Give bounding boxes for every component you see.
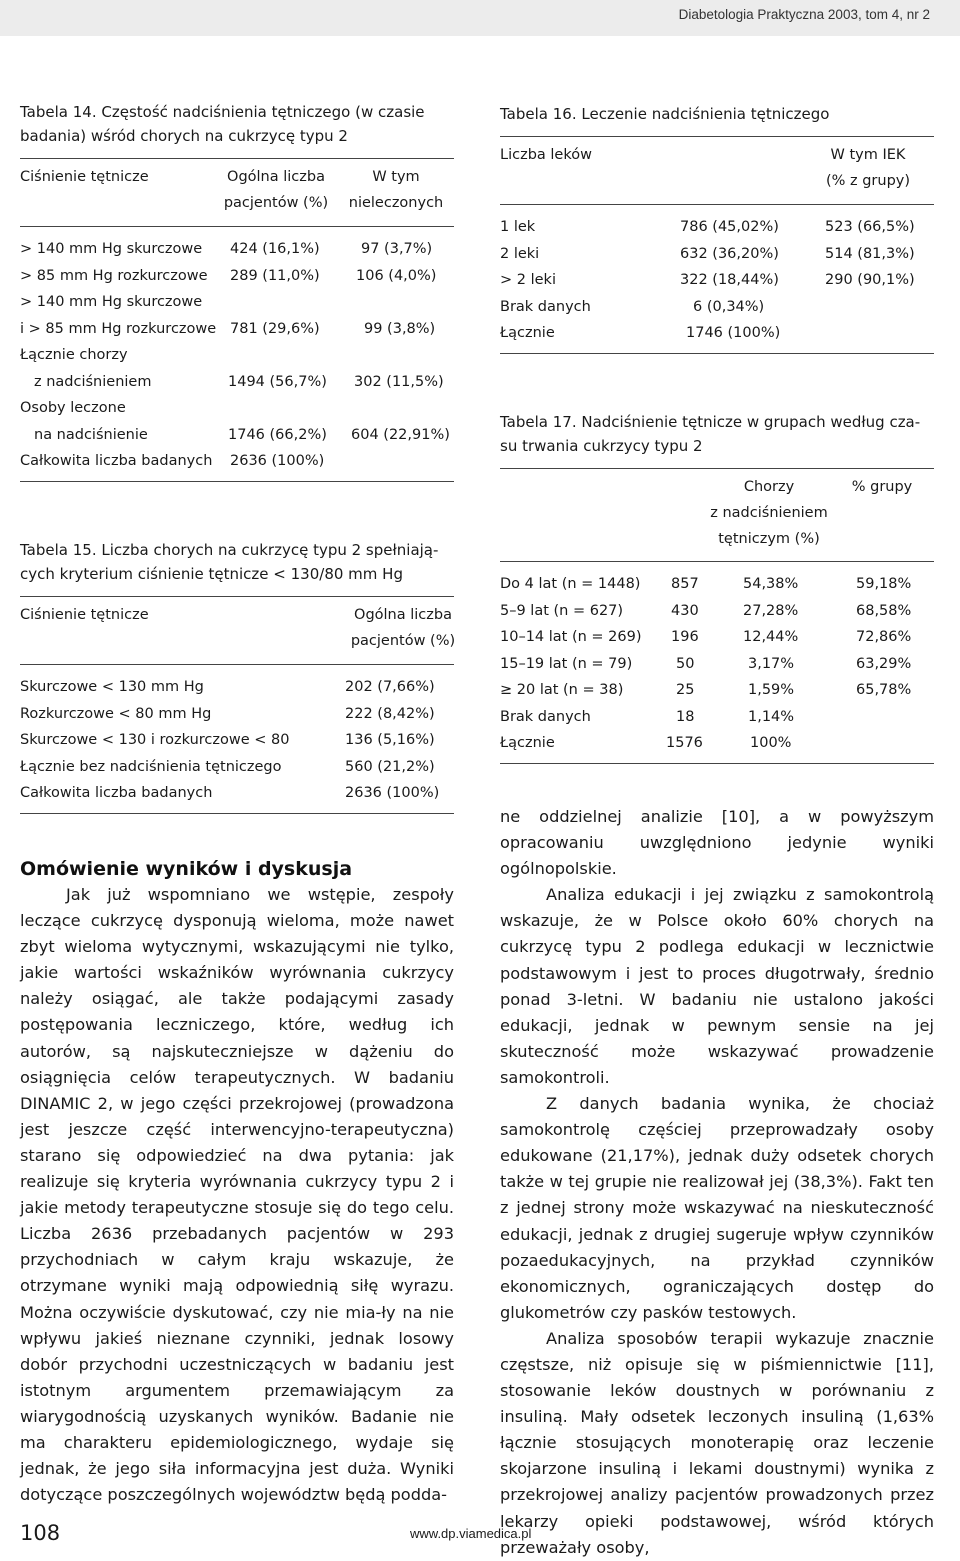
cell: 1746 (66,2%)	[228, 426, 327, 443]
cell: 302 (11,5%)	[354, 373, 444, 390]
table-rule	[20, 813, 454, 814]
cell: 1576	[666, 735, 703, 751]
table-row	[20, 342, 454, 369]
cell: 857	[671, 576, 699, 592]
running-header	[0, 0, 960, 36]
cell: 290 (90,1%)	[825, 272, 915, 288]
table-label: Tabela 14.	[20, 103, 97, 121]
table-15-caption	[20, 538, 454, 586]
cell: 15–19 lat (n = 79)	[500, 655, 633, 672]
column-header: Ogólna liczba	[227, 169, 325, 185]
cell: Łącznie chorzy	[20, 347, 128, 363]
column-header: Ciśnienie tętnicze	[20, 169, 149, 185]
caption-line: cych kryterium ciśnienie tętnicze < 130/80 mm Hg	[20, 565, 403, 583]
table-rule	[500, 763, 934, 764]
cell: 12,44%	[743, 629, 799, 645]
cell: Łącznie bez nadciśnienia tętniczego	[20, 758, 282, 775]
column-header: pacjentów (%)	[350, 633, 456, 649]
paragraph: Analiza edukacji i jej związku z samokontrolą wskazuje, że w Polsce około 60% chorych na cukrzycę typu 2 podlega edukacji w lecznictwie podstawowym i jest to proces długotrwały, średnio ponad 3-letni. W badaniu nie ustalono jakości edukacji, jednak w pewnym sensie na jej skuteczność może wskazywać prowadzenie samokontroli.	[500, 885, 934, 1087]
caption-line: badania) wśród chorych na cukrzycę typu 2	[20, 127, 348, 145]
cell: 136 (5,16%)	[345, 732, 435, 748]
table-row	[20, 701, 454, 728]
discussion-left-column	[20, 882, 454, 1508]
table-16	[500, 102, 934, 354]
cell: Całkowita liczba badanych	[20, 453, 213, 469]
cell: > 140 mm Hg skurczowe	[20, 294, 203, 310]
paragraph: Analiza sposobów terapii wykazuje znacznie częstsze, niż opisuje się w piśmiennictwie [11], stosowanie leków doustnych w porównaniu z insuliną. Mały odsetek leczonych insuliną (1,63% łącznie stosujących monoterapię oraz leczenie skojarzone insuliną i lekami doustnymi) wynika z przekrojowej analizy pacjentów prowadzonych przez lekarzy opieki podstawowej, wśród których przeważały osoby,	[500, 1328, 934, 1557]
column-header: W tym IEK	[830, 147, 906, 163]
cell: z nadciśnieniem	[34, 373, 152, 390]
journal-title: Diabetologia Praktyczna 2003, tom 4, nr 2	[678, 7, 930, 22]
cell: 1,14%	[748, 708, 795, 725]
table-row	[500, 571, 934, 598]
cell: 63,29%	[856, 655, 912, 672]
caption-line: Częstość nadciśnienia tętniczego (w czasie	[96, 103, 425, 121]
table-15	[20, 538, 454, 814]
paragraph: ne oddzielnej analizie [10], a w powyższym opracowaniu uwzględniono jedynie wyniki ogólnopolskie.	[500, 807, 934, 879]
cell: 604 (22,91%)	[351, 426, 450, 443]
column-header: nieleczonych	[348, 195, 444, 211]
table-row	[20, 422, 454, 449]
caption-line: Liczba chorych na cukrzycę typu 2 spełniają-	[96, 541, 439, 559]
cell: 1746 (100%)	[686, 325, 781, 341]
cell: 50	[676, 655, 695, 672]
table-label: Tabela 17.	[500, 413, 577, 431]
cell: 97 (3,7%)	[361, 241, 433, 257]
cell: Łącznie	[500, 325, 555, 341]
cell: 10–14 lat (n = 269)	[500, 629, 642, 645]
cell: 514 (81,3%)	[825, 245, 915, 262]
column-header: W tym	[372, 169, 420, 185]
cell: Brak danych	[500, 298, 591, 315]
cell: 54,38%	[743, 576, 799, 592]
table-16-caption	[500, 102, 934, 126]
table-14	[20, 100, 454, 482]
column-header: pacjentów (%)	[223, 195, 329, 211]
table-label: Tabela 15.	[20, 541, 97, 559]
cell: 5–9 lat (n = 627)	[500, 602, 624, 619]
table-row	[20, 316, 454, 343]
cell: > 140 mm Hg skurczowe	[20, 241, 203, 257]
caption-line: Nadciśnienie tętnicze w grupach według cza-	[576, 413, 921, 431]
table-17	[500, 410, 934, 764]
column-header: z nadciśnieniem	[710, 505, 828, 521]
cell: Rozkurczowe < 80 mm Hg	[20, 705, 212, 722]
table-row	[500, 624, 934, 651]
cell: 196	[671, 629, 699, 645]
paragraph: Z danych badania wynika, że chociaż samokontrolę częściej przeprowadzały osoby edukowane (21,17%), jednak duży odsetek chorych także w tej grupie nie realizował jej (38,3%). Fakt ten z jednej strony może wskazywać na nieskuteczność edukacji, jednak z drugiej sugeruje wpływ czynników pozaedukacyjnych, na przykład czynników ekonomicznych, ograniczających dostęp do glukometrów czy pasków testowych.	[500, 1094, 934, 1322]
cell: i > 85 mm Hg rozkurczowe	[20, 320, 217, 337]
cell: 100%	[750, 735, 792, 751]
cell: 99 (3,8%)	[364, 320, 436, 337]
column-header: tętniczym (%)	[718, 531, 820, 547]
table-header	[20, 597, 454, 664]
cell: 106 (4,0%)	[356, 267, 437, 284]
cell: 222 (8,42%)	[345, 705, 435, 722]
cell: na nadciśnienie	[34, 426, 148, 443]
table-row	[500, 320, 934, 347]
table-row	[20, 289, 454, 316]
cell: 27,28%	[743, 602, 799, 619]
caption-line: Leczenie nadciśnienia tętniczego	[576, 105, 830, 123]
cell: 560 (21,2%)	[345, 758, 435, 775]
cell: 781 (29,6%)	[230, 320, 320, 337]
table-row	[500, 651, 934, 678]
table-label: Tabela 16.	[500, 105, 577, 123]
cell: Osoby leczone	[20, 400, 126, 416]
table-row	[20, 780, 454, 807]
table-header	[500, 137, 934, 204]
cell: 68,58%	[856, 602, 912, 619]
table-17-caption	[500, 410, 934, 458]
cell: 2 leki	[500, 245, 540, 262]
cell: 25	[676, 682, 695, 698]
cell: 2636 (100%)	[230, 453, 325, 469]
cell: > 85 mm Hg rozkurczowe	[20, 267, 208, 284]
table-row	[500, 677, 934, 704]
cell: 6 (0,34%)	[693, 298, 765, 315]
cell: 3,17%	[748, 655, 795, 672]
cell: Skurczowe < 130 mm Hg	[20, 679, 204, 695]
cell: 322 (18,44%)	[680, 272, 779, 288]
cell: 202 (7,66%)	[345, 679, 435, 695]
table-row	[20, 263, 454, 290]
table-row	[500, 294, 934, 321]
table-14-caption	[20, 100, 454, 148]
page-number: 108	[20, 1521, 61, 1545]
column-header: % grupy	[851, 479, 913, 495]
table-header	[20, 159, 454, 226]
cell: 1 lek	[500, 219, 536, 235]
table-row	[500, 730, 934, 757]
cell: 632 (36,20%)	[680, 245, 779, 262]
column-header: Ogólna liczba	[354, 607, 452, 623]
table-row	[20, 395, 454, 422]
discussion-right-column	[500, 804, 934, 1561]
table-row	[500, 598, 934, 625]
caption-line: su trwania cukrzycy typu 2	[500, 437, 703, 455]
table-row	[500, 267, 934, 294]
cell: 430	[671, 602, 699, 619]
cell: 59,18%	[856, 576, 912, 592]
cell: 65,78%	[856, 682, 912, 698]
table-row	[500, 214, 934, 241]
table-rule	[500, 353, 934, 354]
cell: 1494 (56,7%)	[228, 373, 327, 390]
cell: 786 (45,02%)	[680, 219, 779, 235]
table-row	[20, 236, 454, 263]
paragraph: Jak już wspomniano we wstępie, zespoły leczące cukrzycę dysponują wieloma, może nawet zbyt wieloma wytycznymi, wskazującymi nie tylko, jakie wartości wskaźników wyrównania cukrzycy należy osiągać, ale także podającymi zasady postępowania leczniczego, które, według ich autorów, są najskuteczniejsze w dążeniu do osiągnięcia celów terapeutycznych. W badaniu DINAMIC 2, w jego części przekrojowej (prowadzona jest jeszcze część interwencyjno-terapeutyczna) starano się odpowiedzieć na dwa pytania: jak realizuje się kryteria wyrównania cukrzycy typu 2 i jakie metody terapeutyczne stosuje się do tego celu. Liczba 2636 przebadanych pacjentów w 293 przychodniach w całym kraju wskazuje, że otrzymane wyniki mają odpowiednią siłę wyrazu. Można oczywiście dyskutować, czy nie mia-ły na nie wpływu jakieś nieznane czynniki, jednak losowy dobór przychodni uczestniczących w badaniu jest istotnym argumentem przemawiającym za wiarygodnością uzyskanych wyników. Badanie nie ma charakteru epidemiologicznego, wydaje się jednak, że jego siła informacyjna jest duża. Wyniki dotyczące poszczególnych województw będą podda-	[20, 885, 454, 1505]
section-heading: Omówienie wyników i dyskusja	[20, 858, 353, 880]
cell: Do 4 lat (n = 1448)	[500, 576, 641, 592]
table-row	[20, 674, 454, 701]
column-header: (% z grupy)	[825, 173, 911, 189]
cell: 1,59%	[748, 682, 795, 698]
cell: Brak danych	[500, 708, 591, 725]
table-row	[500, 241, 934, 268]
cell: ≥ 20 lat (n = 38)	[500, 682, 624, 698]
cell: Całkowita liczba badanych	[20, 785, 213, 801]
cell: 72,86%	[856, 629, 912, 645]
table-row	[500, 704, 934, 731]
cell: Łącznie	[500, 735, 555, 751]
column-header: Ciśnienie tętnicze	[20, 607, 149, 623]
cell: Skurczowe < 130 i rozkurczowe < 80	[20, 732, 290, 748]
cell: 2636 (100%)	[345, 785, 440, 801]
column-header: Liczba leków	[500, 147, 592, 163]
cell: 18	[676, 708, 695, 725]
cell: > 2 leki	[500, 272, 556, 288]
table-row	[20, 369, 454, 396]
cell: 424 (16,1%)	[230, 241, 320, 257]
cell: 523 (66,5%)	[825, 219, 915, 235]
footer-url[interactable]: www.dp.viamedica.pl	[410, 1526, 532, 1541]
table-row	[20, 754, 454, 781]
table-rule	[20, 481, 454, 482]
cell: 289 (11,0%)	[230, 267, 320, 284]
table-row	[20, 448, 454, 475]
table-row	[20, 727, 454, 754]
table-header	[500, 469, 934, 561]
column-header: Chorzy	[743, 479, 795, 495]
